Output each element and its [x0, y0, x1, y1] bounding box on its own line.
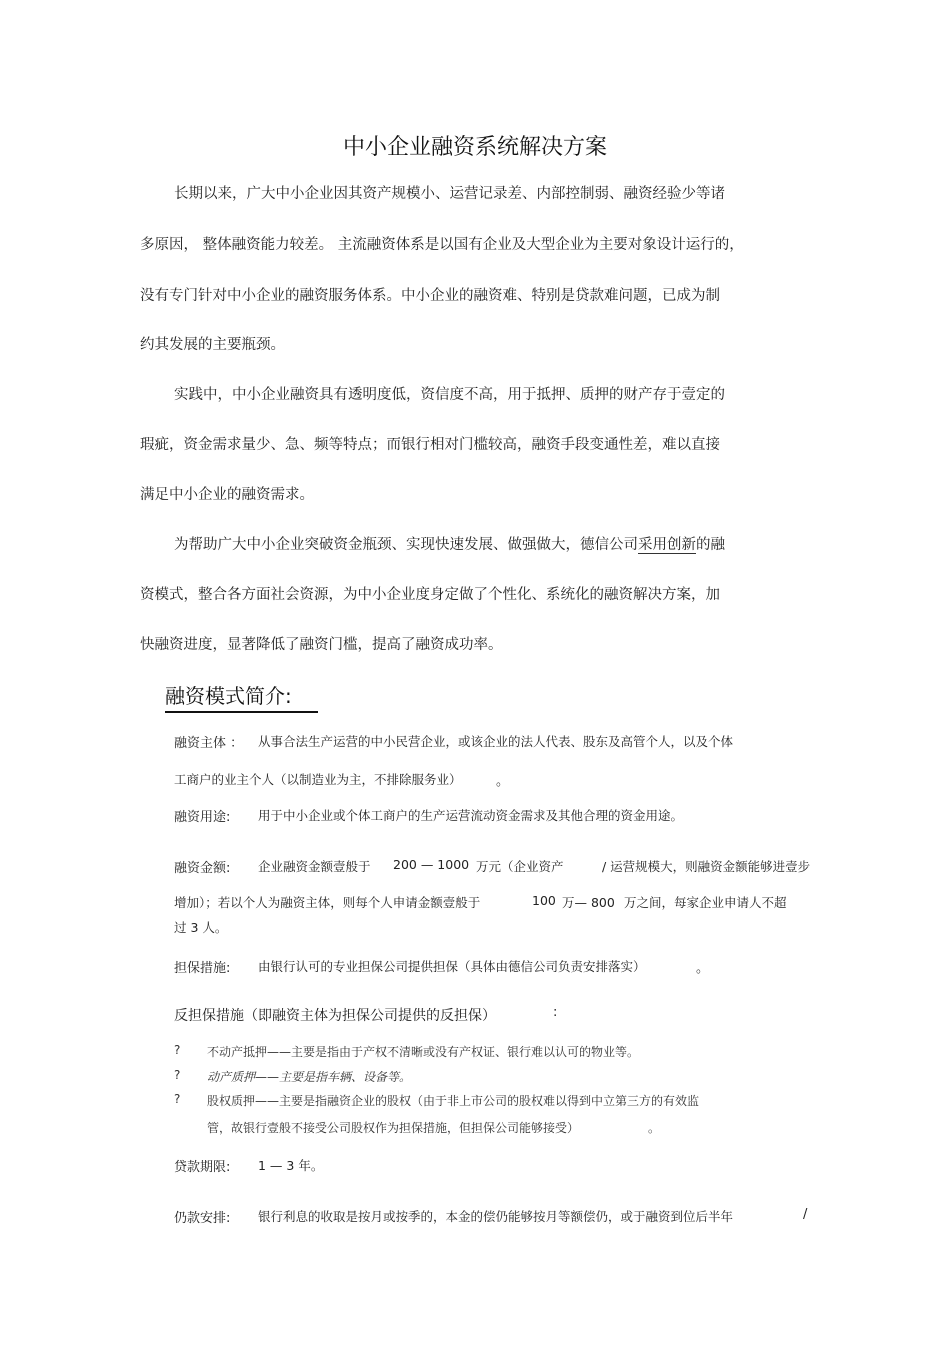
para2-line2: 瑕疵，资金需求量少、急、频等特点；而银行相对门槛较高，融资手段变通性差，难以直接 — [140, 437, 720, 453]
para1-line3: 没有专门针对中小企业的融资服务体系。中小企业的融资难、特别是贷款难问题，已成为制 — [140, 288, 720, 304]
para1-line4: 约其发展的主要瓶颈。 — [140, 337, 285, 353]
repayment-end: / — [803, 1207, 808, 1222]
para1-line2: 多原因， 整体融资能力较差。 主流融资体系是以国有企业及大型企业为主要对象设计运行的， — [140, 237, 744, 253]
bullet-item-3-line2: 管，故银行壹般不接受公司股权作为担保措施，但担保公司能够接受） — [207, 1121, 580, 1135]
repayment-text: 银行利息的收取是按月或按季的，本金的偿仍能够按月等额偿仍，或于融资到位后半年 — [258, 1209, 734, 1224]
amount-line1-c: 万元（企业资产 — [476, 859, 564, 874]
para3-line1 — [174, 533, 725, 554]
para2-line1: 实践中，中小企业融资具有透明度低，资信度不高，用于抵押、质押的财产存于壹定的 — [174, 387, 725, 403]
document-title: 中小企业融资系统解决方案 — [342, 135, 607, 160]
amount-line1-a: 企业融资金额壹般于 — [258, 859, 371, 874]
term-label: 贷款期限: — [174, 1160, 231, 1175]
para3-line1-text: 为帮助广大中小企业突破资金瓶颈、实现快速发展、做强做大，德信公司 — [174, 537, 638, 553]
guarantee-label: 担保措施: — [174, 961, 231, 976]
underlined-phrase: 采用创新 — [638, 537, 696, 553]
term-text: 1 — 3 年。 — [258, 1158, 324, 1173]
bullet-marker-2: ? — [174, 1068, 181, 1082]
para2-line3: 满足中小企业的融资需求。 — [140, 487, 314, 503]
amount-line1-d: / 运营规模大，则融资金额能够进壹步 — [602, 859, 811, 874]
subject-line1: 从事合法生产运营的中小民营企业，或该企业的法人代表、股东及高管个人，以及个体 — [258, 734, 734, 749]
subject-end: 。 — [496, 774, 510, 789]
para3-line2: 资模式，整合各方面社会资源，为中小企业度身定做了个性化、系统化的融资解决方案，加 — [140, 587, 720, 603]
bullet-marker-3: ? — [174, 1092, 181, 1106]
amount-range: 200 — 1000 — [393, 857, 470, 872]
amount-line2-d: 万之间，每家企业申请人不超 — [624, 895, 787, 910]
para3-line3: 快融资进度，显著降低了融资门槛，提高了融资成功率。 — [140, 637, 503, 653]
para3-line1-end: 的融 — [696, 537, 725, 553]
repayment-label: 仍款安排: — [174, 1211, 231, 1226]
para1-line1: 长期以来，广大中小企业因其资产规模小、运营记录差、内部控制弱、融资经验少等诸 — [174, 186, 725, 202]
subject-line2: 工商户的业主个人（以制造业为主，不排除服务业） — [174, 772, 462, 787]
bullet-marker-1: ? — [174, 1043, 181, 1057]
amount-label: 融资金额: — [174, 861, 231, 876]
amount-line2-a: 增加）；若以个人为融资主体，则每个人申请金额壹般于 — [174, 895, 481, 910]
amount-800: 万— 800 — [562, 895, 615, 910]
counter-guarantee-title: 反担保措施（即融资主体为担保公司提供的反担保） — [174, 1008, 496, 1024]
section-heading: 融资模式简介: — [165, 680, 318, 713]
bullet-item-3-line1: 股权质押——主要是指融资企业的股权（由于非上市公司的股权难以得到中立第三方的有效监 — [207, 1094, 700, 1108]
bullet-item-3-end: 。 — [648, 1121, 661, 1135]
use-text: 用于中小企业或个体工商户的生产运营流动资金需求及其他合理的资金用途。 — [258, 808, 684, 823]
guarantee-end: 。 — [696, 961, 710, 976]
guarantee-text: 由银行认可的专业担保公司提供担保（具体由德信公司负责安排落实） — [258, 959, 646, 974]
subject-label: 融资主体 ： — [174, 736, 244, 751]
bullet-item-1: 不动产抵押——主要是指由于产权不清晰或没有产权证、银行难以认可的物业等。 — [207, 1045, 640, 1059]
amount-100: 100 — [532, 893, 556, 908]
bullet-item-2: 动产质押——主要是指车辆、设备等。 — [207, 1070, 412, 1084]
amount-line3: 过 3 人。 — [174, 920, 228, 935]
use-label: 融资用途: — [174, 810, 231, 825]
counter-guarantee-colon: : — [553, 1005, 558, 1020]
